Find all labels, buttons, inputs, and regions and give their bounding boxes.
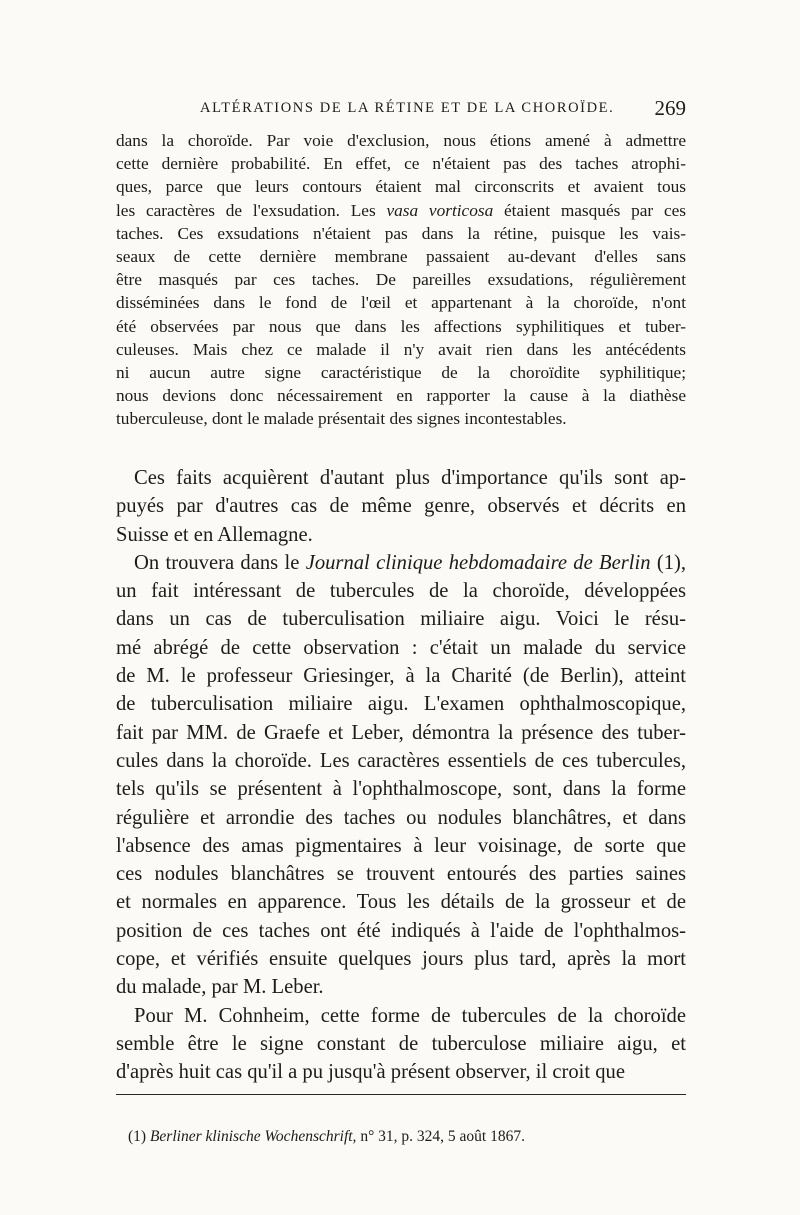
footnote-source: Berliner klinische Wochenschrift, [149,1128,357,1145]
text-line: ces nodules blanchâtres se trouvent entourés des parties saines [116,863,686,886]
running-title: ALTÉRATIONS DE LA RÉTINE ET DE LA CHOROÏDE. [200,100,615,116]
text-line: cules dans la choroïde. Les caractères essentiels de ces tubercules, [116,749,686,772]
text-line: tuberculeuse, dont le malade présentait des signes incontestables. [116,409,567,429]
text-line: seaux de cette dernière membrane passaient au-devant d'elles sans [116,247,686,267]
body-text [116,464,686,1087]
italic-title: Journal clinique hebdomadaire de Berlin [305,551,651,574]
italic-title: vasa vorticosa [386,200,494,220]
text-line: être masqués par ces taches. De pareilles exsudations, régulièrement [116,270,686,290]
text-line: de tuberculisation miliaire aigu. L'examen ophthalmoscopique, [116,693,686,716]
text-line: nous devions donc nécessairement en rapporter la cause à la diathèse [116,386,686,406]
text-line: taches. Ces exsudations n'étaient pas dans la rétine, puisque les vais- [116,223,686,243]
text-line: Suisse et en Allemagne. [116,523,313,546]
footnote-marker: (1) [128,1128,147,1145]
text-segment: On trouvera dans le [134,551,306,574]
text-line: et normales en apparence. Tous les détails de la grosseur et de [116,891,686,914]
text-segment: étaient masqués par ces [493,200,687,220]
text-line: semble être le signe constant de tuberculose miliaire aigu, et [116,1032,686,1055]
running-head [116,98,686,124]
text-line: tels qu'ils se présentent à l'ophthalmoscope, sont, dans la forme [116,778,686,801]
small-print-paragraph [116,129,686,431]
text-line: de M. le professeur Griesinger, à la Charité (de Berlin), atteint [116,665,686,688]
text-segment: les caractères de l'exsudation. Les [116,200,387,220]
text-line: un fait intéressant de tubercules de la choroïde, développées [116,580,686,603]
footnote-rule [116,1094,686,1095]
text-line: régulière et arrondie des taches ou nodules blanchâtres, et dans [116,806,686,829]
footnote [128,1128,648,1146]
text-segment: (1), [650,551,687,574]
text-line: mé abrégé de cette observation : c'était un malade du service [116,636,686,659]
text-line: Pour M. Cohnheim, cette forme de tubercules de la choroïde [134,1004,686,1027]
text-line: dans un cas de tuberculisation miliaire aigu. Voici le résu- [116,608,686,631]
text-line: culeuses. Mais chez ce malade il n'y avait rien dans les antécédents [116,339,686,359]
page-number: 269 [654,96,686,120]
text-line: cette dernière probabilité. En effet, ce n'étaient pas des taches atrophi- [116,154,686,174]
text-line: position de ces taches ont été indiqués à l'aide de l'ophthalmos- [116,919,686,942]
text-line: Ces faits acquièrent d'autant plus d'importance qu'ils sont ap- [134,467,686,489]
text-line: l'absence des amas pigmentaires à leur voisinage, de sorte que [116,834,686,857]
text-line: été observées par nous que dans les affections syphilitiques et tuber- [116,316,686,336]
text-line: du malade, par M. Leber. [116,976,324,999]
text-line: disséminées dans le fond de l'œil et appartenant à la choroïde, n'ont [116,293,686,313]
text-line: puyés par d'autres cas de même genre, observés et décrits en [116,495,686,518]
text-line: ni aucun autre signe caractéristique de la choroïdite syphilitique; [116,363,686,383]
text-line: ques, parce que leurs contours étaient mal circonscrits et avaient tous [116,177,686,197]
text-line: fait par MM. de Graefe et Leber, démontra la présence des tuber- [116,721,686,744]
text-line [116,549,686,577]
text-line [116,199,686,222]
text-line: cope, et vérifiés ensuite quelques jours plus tard, après la mort [116,948,686,971]
footnote-details: n° 31, p. 324, 5 août 1867. [360,1128,525,1145]
text-line: dans la choroïde. Par voie d'exclusion, nous étions amené à admettre [116,131,686,150]
text-line: d'après huit cas qu'il a pu jusqu'à présent observer, il croit que [116,1061,625,1084]
